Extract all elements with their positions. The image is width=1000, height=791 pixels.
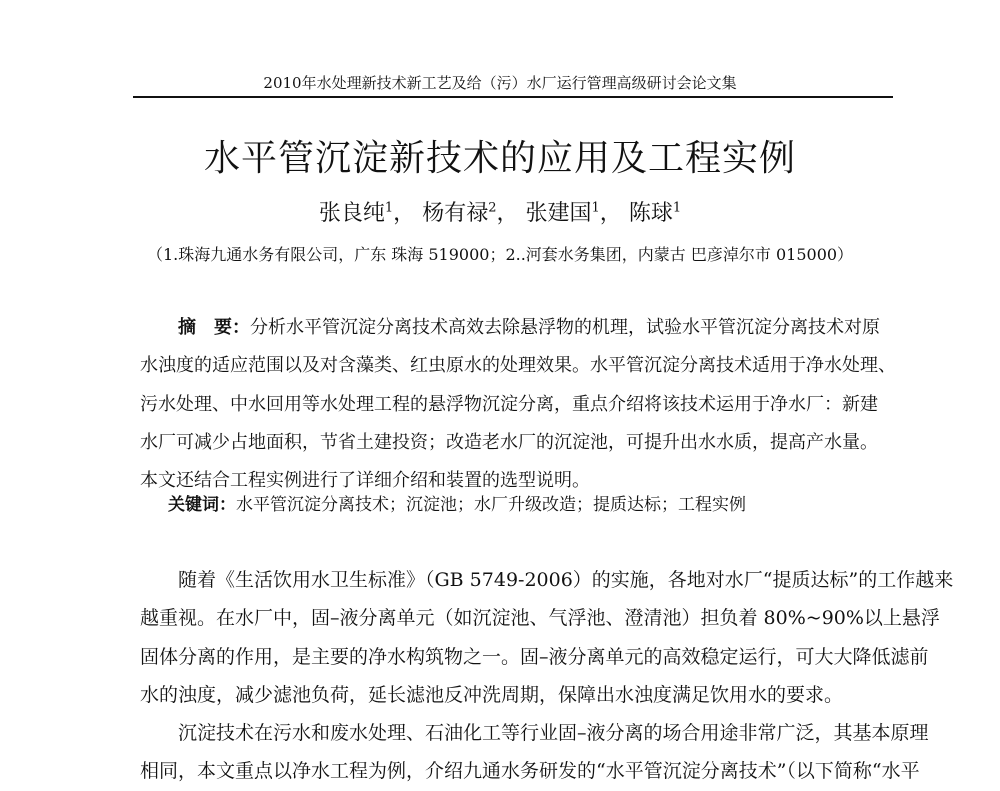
separator: ， (496, 201, 519, 226)
separator: ， (393, 201, 416, 226)
author-affiliation-mark: 1 (672, 200, 682, 216)
affiliations: （1.珠海九通水务有限公司，广东 珠海 519000；2..河套水务集团，内蒙古 巴彦淖尔市 015000） (146, 245, 854, 264)
keywords-label: 关键词： (168, 495, 236, 515)
authors (0, 196, 1000, 227)
body-line: 水的浊度，减少滤池负荷，延长滤池反冲洗周期，保障出水浊度满足饮用水的要求。 (140, 683, 844, 706)
body-line: 越重视。在水厂中，固–液分离单元（如沉淀池、气浮池、澄清池）担负着 80%~90%以上悬浮 (140, 607, 940, 630)
running-header: 2010年水处理新技术新工艺及给（污）水厂运行管理高级研讨会论文集 (263, 74, 737, 92)
separator: ， (599, 201, 622, 226)
author-name: 陈球 (628, 201, 673, 226)
header-rule (133, 96, 893, 98)
keywords (168, 486, 746, 524)
author (629, 201, 681, 226)
body-line: 沉淀技术在污水和废水处理、石油化工等行业固–液分离的场合用途非常广泛，其基本原理 (178, 722, 929, 745)
abstract-line: 污水处理、中水回用等水处理工程的悬浮物沉淀分离，重点介绍将该技术运用于净水厂：新建 (140, 393, 878, 415)
abstract-line: 本文还结合工程实例进行了详细介绍和装置的选型说明。 (140, 470, 590, 492)
abstract-line: 水厂可减少占地面积，节省土建投资；改造老水厂的沉淀池，可提升出水水质，提高产水量。 (140, 431, 878, 453)
author (526, 201, 622, 226)
author (422, 201, 518, 226)
abstract-text: 分析水平管沉淀分离技术高效去除悬浮物的机理，试验水平管沉淀分离技术对原 (250, 317, 880, 338)
author-affiliation-mark: 2 (488, 200, 497, 216)
body-text (140, 561, 954, 791)
abstract-line (140, 309, 880, 347)
author-affiliation-mark: 1 (591, 200, 600, 216)
author-name: 张良纯 (318, 201, 385, 226)
abstract (140, 309, 896, 500)
author-affiliation-mark: 1 (384, 200, 394, 216)
author (319, 201, 415, 226)
paper-title: 水平管沉淀新技术的应用及工程实例 (203, 138, 796, 179)
body-line: 固体分离的作用，是主要的净水构筑物之一。固–液分离单元的高效稳定运行，可大大降低滤前 (140, 645, 929, 668)
author-name: 张建国 (525, 201, 592, 226)
keywords-text: 水平管沉淀分离技术；沉淀池；水厂升级改造；提质达标；工程实例 (236, 495, 746, 515)
author-name: 杨有禄 (422, 201, 489, 226)
body-line: 随着《生活饮用水卫生标准》（GB 5749-2006）的实施，各地对水厂“提质达标”的工作越来 (178, 569, 954, 591)
abstract-line: 水浊度的适应范围以及对含藻类、红虫原水的处理效果。水平管沉淀分离技术适用于净水处理、 (140, 355, 896, 377)
body-line: 相同，本文重点以净水工程为例，介绍九通水务研发的“水平管沉淀分离技术”（以下简称“水平 (140, 760, 920, 783)
abstract-label: 摘 要： (178, 317, 250, 338)
